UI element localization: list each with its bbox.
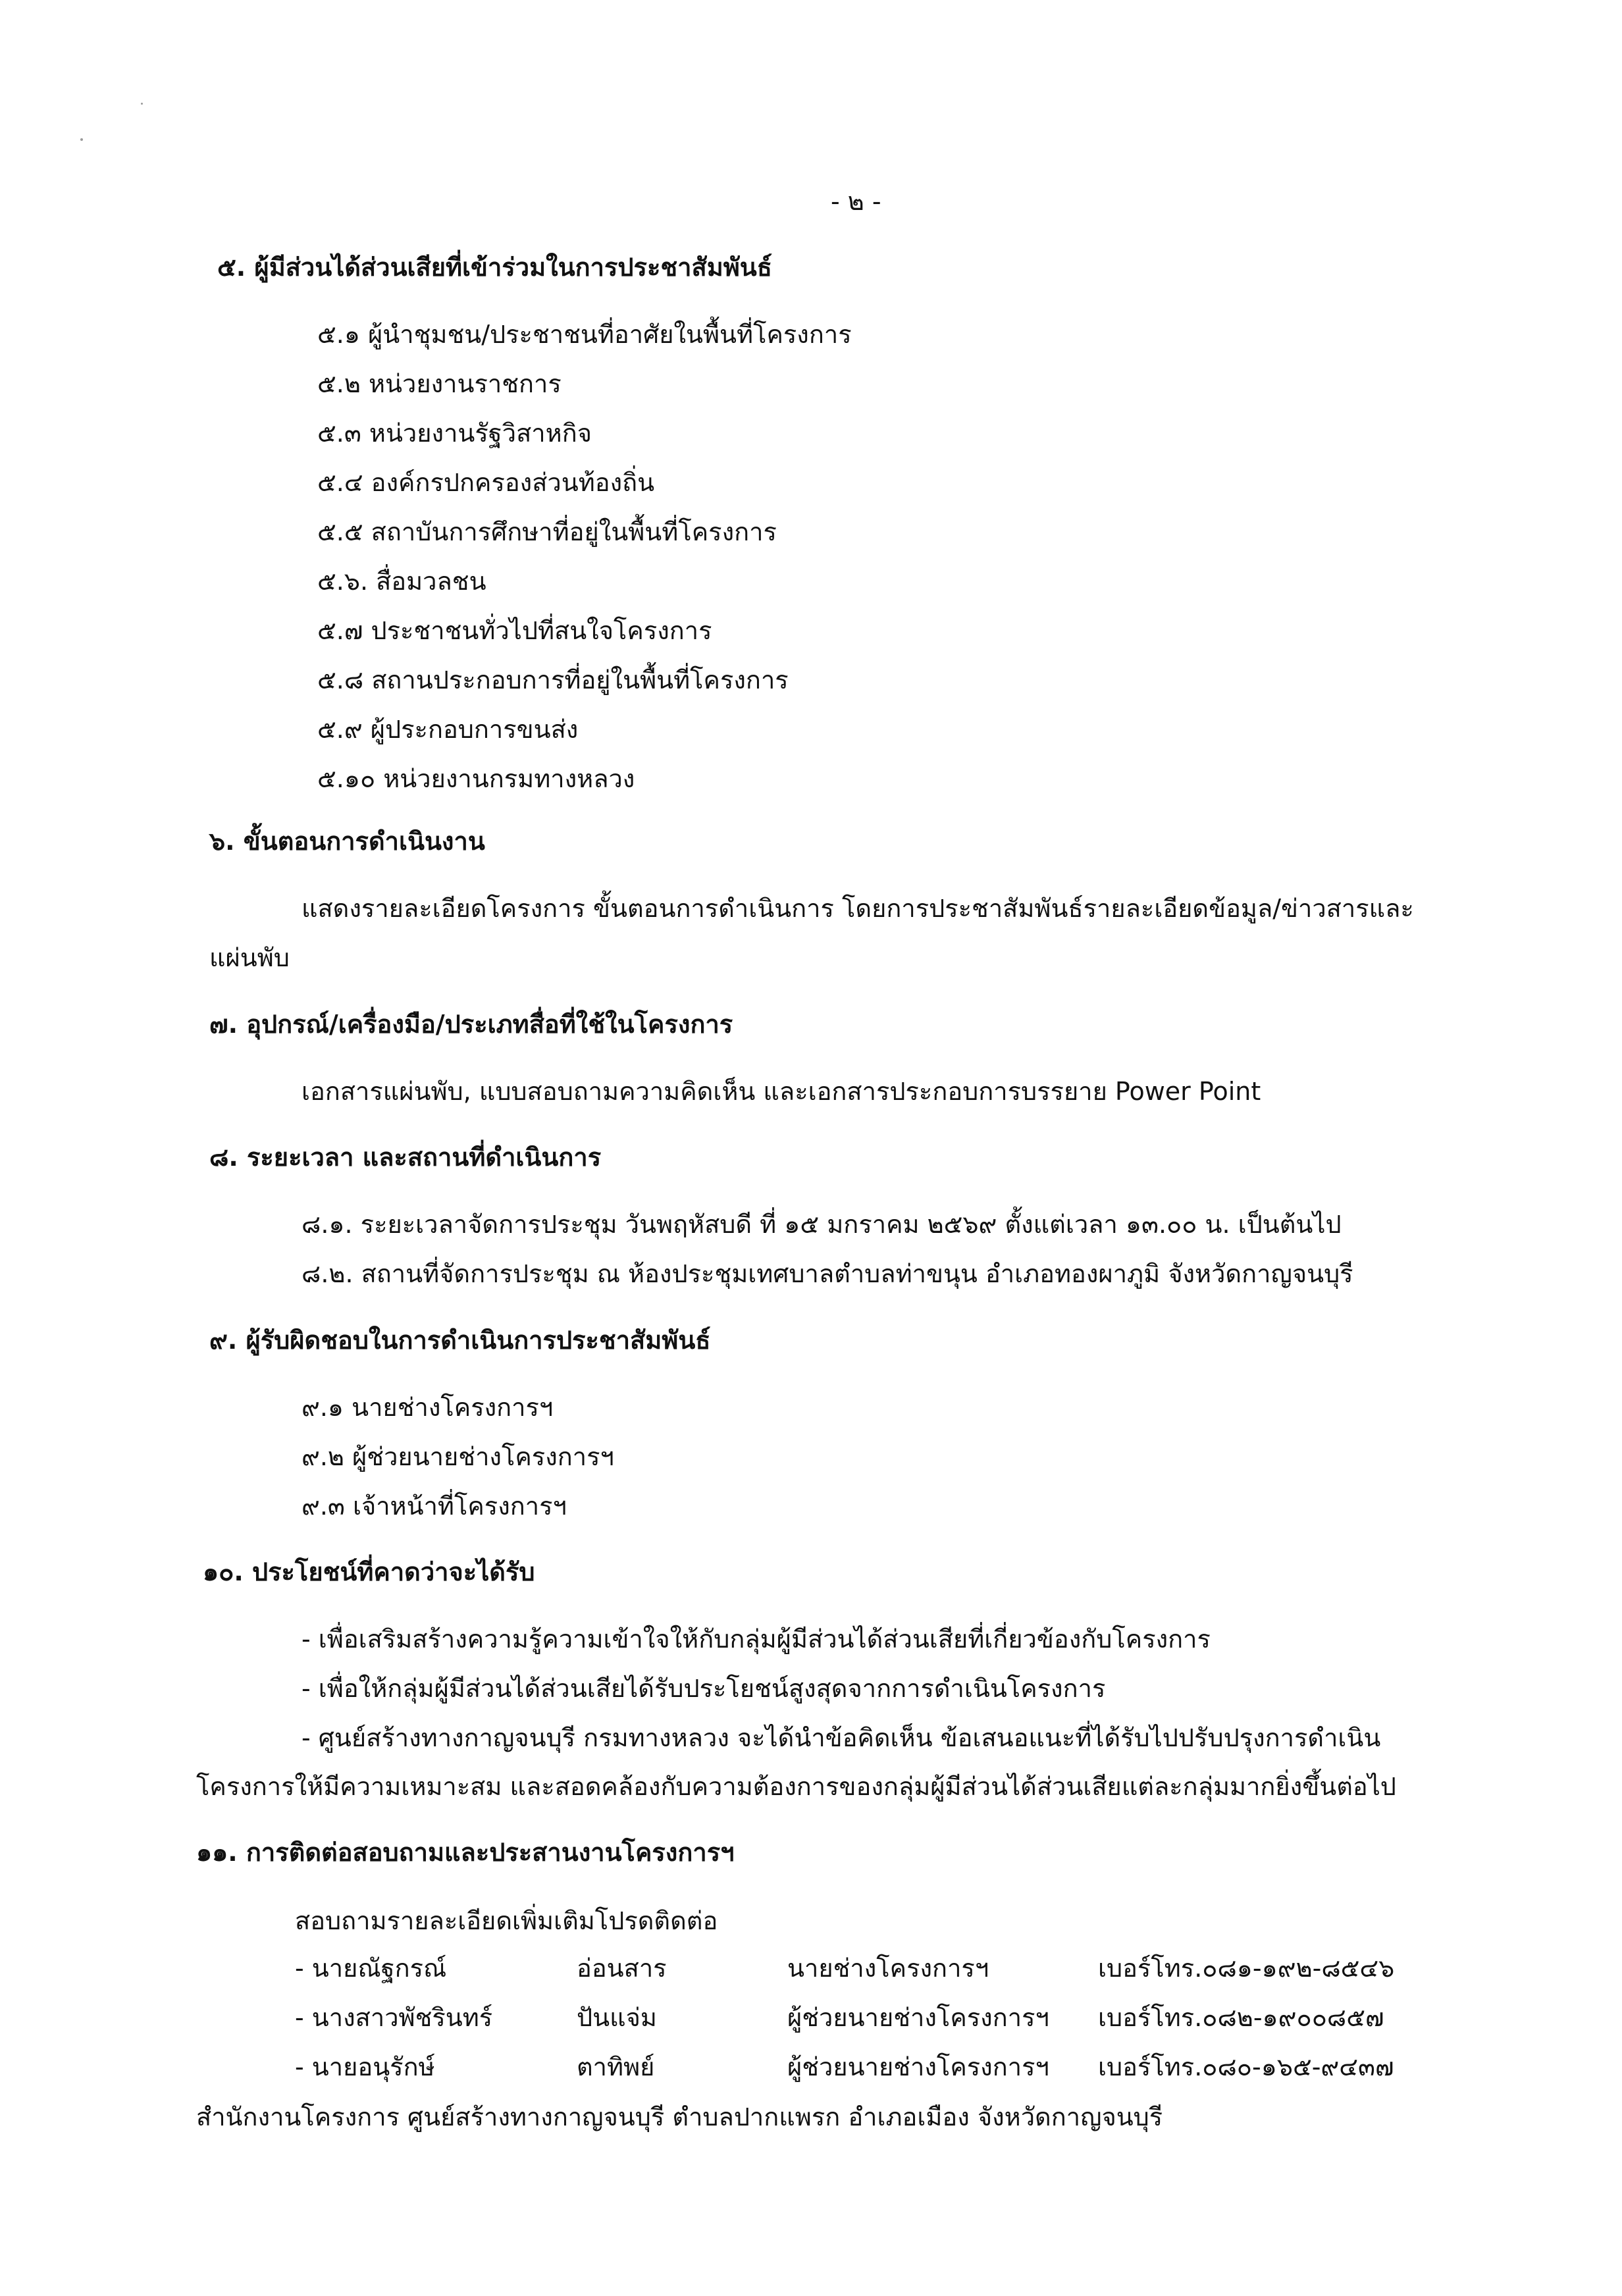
section-5-item: ๕.๓ หน่วยงานรัฐวิสาหกิจ: [317, 419, 592, 448]
contact-role: ผู้ช่วยนายช่างโครงการฯ: [787, 2052, 1049, 2081]
section-7-text: เอกสารแผ่นพับ, แบบสอบถามความคิดเห็น และเอกสารประกอบการบรรยาย Power Point: [301, 1077, 1261, 1106]
section-9-item: ๙.๒ ผู้ช่วยนายช่างโครงการฯ: [301, 1442, 614, 1471]
section-10-item: - ศูนย์สร้างทางกาญจนบุรี กรมทางหลวง จะได้นำข้อคิดเห็น ข้อเสนอแนะที่ได้รับไปปรับปรุงการดำเนิน: [301, 1723, 1381, 1752]
section-10-item: - เพื่อให้กลุ่มผู้มีส่วนได้ส่วนเสียได้รับประโยชน์สูงสุดจากการดำเนินโครงการ: [301, 1674, 1106, 1703]
contact-name: - นายณัฐกรณ์: [295, 1954, 447, 1983]
section-5-item: ๕.๘ สถานประกอบการที่อยู่ในพื้นที่โครงการ: [317, 665, 789, 694]
section-11-heading: ๑๑. การติดต่อสอบถามและประสานงานโครงการฯ: [196, 1838, 735, 1867]
scan-speck: [141, 103, 143, 105]
section-10-heading: ๑๐. ประโยชน์ที่คาดว่าจะได้รับ: [203, 1557, 535, 1586]
contact-role: ผู้ช่วยนายช่างโครงการฯ: [787, 2003, 1049, 2032]
section-8-heading: ๘. ระยะเวลา และสถานที่ดำเนินการ: [209, 1143, 602, 1172]
section-5-item: ๕.๗ ประชาชนทั่วไปที่สนใจโครงการ: [317, 616, 712, 645]
contact-surname: ตาทิพย์: [577, 2052, 655, 2081]
contact-row: [0, 1950, 1622, 1987]
contact-surname: ปันแจ่ม: [577, 2003, 657, 2032]
contact-name: - นายอนุรักษ์: [295, 2052, 435, 2081]
contact-row: [0, 1999, 1622, 2036]
section-10-item: - เพื่อเสริมสร้างความรู้ความเข้าใจให้กับกลุ่มผู้มีส่วนได้ส่วนเสียที่เกี่ยวข้องกับโครงการ: [301, 1625, 1211, 1654]
contact-phone: เบอร์โทร.๐๘๑-๑๙๒-๘๕๔๖: [1098, 1954, 1395, 1983]
section-11-intro: สอบถามรายละเอียดเพิ่มเติมโปรดติดต่อ: [295, 1906, 718, 1935]
contact-row: [0, 2048, 1622, 2085]
section-5-item: ๕.๖. สื่อมวลชน: [317, 567, 486, 596]
contact-role: นายช่างโครงการฯ: [787, 1954, 989, 1983]
section-5-item: ๕.๙ ผู้ประกอบการขนส่ง: [317, 715, 579, 744]
section-6-text-line: แผ่นพับ: [209, 943, 290, 972]
section-9-item: ๙.๓ เจ้าหน้าที่โครงการฯ: [301, 1492, 567, 1521]
section-6-heading: ๖. ขั้นตอนการดำเนินงาน: [209, 827, 485, 856]
section-5-heading: ๕. ผู้มีส่วนได้ส่วนเสียที่เข้าร่วมในการประชาสัมพันธ์: [217, 253, 772, 282]
section-10-continuation: โครงการให้มีความเหมาะสม และสอดคล้องกับความต้องการของกลุ่มผู้มีส่วนได้ส่วนเสียแต่ละกลุ่มมากยิ่งขึ้นต่อไป: [196, 1772, 1396, 1801]
section-9-heading: ๙. ผู้รับผิดชอบในการดำเนินการประชาสัมพันธ์: [209, 1326, 711, 1355]
section-5-item: ๕.๑๐ หน่วยงานกรมทางหลวง: [317, 764, 635, 793]
contact-name: - นางสาวพัชรินทร์: [295, 2003, 493, 2032]
contact-phone: เบอร์โทร.๐๘๒-๑๙๐๐๘๕๗: [1098, 2003, 1384, 2032]
section-6-text-line: แสดงรายละเอียดโครงการ ขั้นตอนการดำเนินการ โดยการประชาสัมพันธ์รายละเอียดข้อมูล/ข่าวสารและ: [301, 894, 1414, 923]
contact-phone: เบอร์โทร.๐๘๐-๑๖๕-๙๔๓๗: [1098, 2052, 1394, 2081]
office-address: สำนักงานโครงการ ศูนย์สร้างทางกาญจนบุรี ตำบลปากแพรก อำเภอเมือง จังหวัดกาญจนบุรี: [196, 2102, 1163, 2131]
section-8-item: ๘.๑. ระยะเวลาจัดการประชุม วันพฤหัสบดี ที่ ๑๕ มกราคม ๒๕๖๙ ตั้งแต่เวลา ๑๓.๐๐ น. เป็นต้นไป: [301, 1210, 1342, 1239]
section-9-item: ๙.๑ นายช่างโครงการฯ: [301, 1393, 554, 1422]
section-7-heading: ๗. อุปกรณ์/เครื่องมือ/ประเภทสื่อที่ใช้ในโครงการ: [209, 1010, 733, 1039]
page-number: - ๒ -: [831, 187, 881, 216]
section-5-item: ๕.๕ สถาบันการศึกษาที่อยู่ในพื้นที่โครงการ: [317, 517, 777, 546]
section-8-item: ๘.๒. สถานที่จัดการประชุม ณ ห้องประชุมเทศบาลตำบลท่าขนุน อำเภอทองผาภูมิ จังหวัดกาญจนบุรี: [301, 1259, 1353, 1288]
contact-surname: อ่อนสาร: [577, 1954, 667, 1983]
section-5-item: ๕.๒ หน่วยงานราชการ: [317, 369, 562, 398]
scan-speck: [80, 138, 83, 141]
section-5-item: ๕.๑ ผู้นำชุมชน/ประชาชนที่อาศัยในพื้นที่โครงการ: [317, 320, 852, 349]
section-5-item: ๕.๔ องค์กรปกครองส่วนท้องถิ่น: [317, 468, 655, 497]
